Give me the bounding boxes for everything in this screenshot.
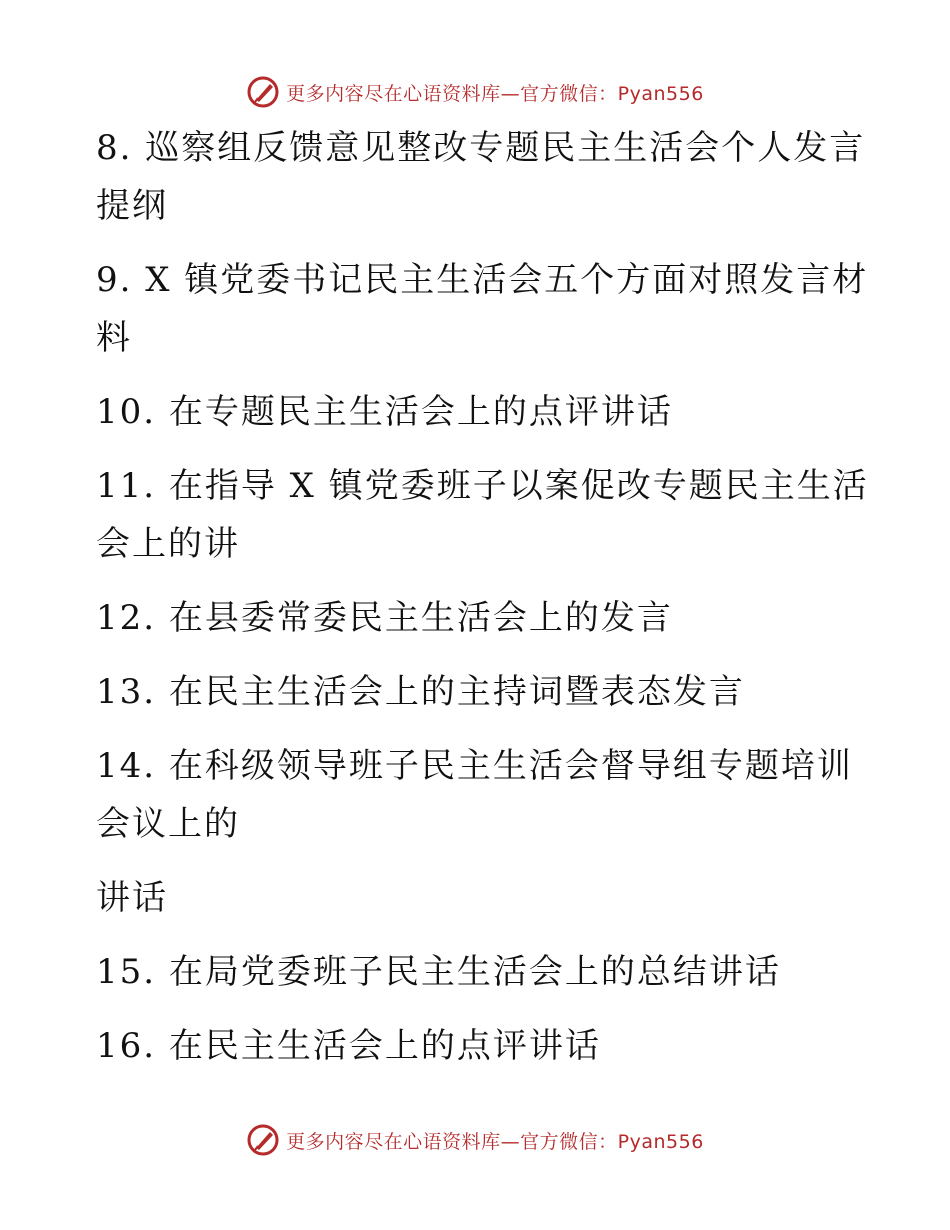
text-line: 14. 在科级领导班子民主生活会督导组专题培训 — [96, 746, 853, 786]
footer-banner — [0, 1120, 950, 1160]
footer-banner-text: 更多内容尽在心语资料库—官方微信：Pyan556 — [286, 1130, 704, 1153]
text-line: 12. 在县委常委民主生活会上的发言 — [96, 598, 673, 638]
text-line: 11. 在指导 X 镇党委班子以案促改专题民主生活 — [96, 466, 869, 506]
text-line: 16. 在民主生活会上的点评讲话 — [96, 1026, 601, 1066]
quill-pen-logo-icon — [246, 1123, 280, 1157]
text-line: 会上的讲 — [96, 524, 240, 564]
text-line: 会议上的 — [96, 804, 240, 844]
text-line: 13. 在民主生活会上的主持词暨表态发言 — [96, 672, 745, 712]
text-line: 料 — [96, 318, 132, 358]
header-banner-text: 更多内容尽在心语资料库—官方微信：Pyan556 — [286, 82, 704, 105]
text-line: 提纲 — [96, 186, 168, 226]
text-line: 讲话 — [96, 878, 168, 918]
text-line: 9. X 镇党委书记民主生活会五个方面对照发言材 — [96, 260, 869, 300]
text-line: 10. 在专题民主生活会上的点评讲话 — [96, 392, 673, 432]
text-line: 15. 在局党委班子民主生活会上的总结讲话 — [96, 952, 781, 992]
text-line: 8. 巡察组反馈意见整改专题民主生活会个人发言 — [96, 128, 866, 168]
